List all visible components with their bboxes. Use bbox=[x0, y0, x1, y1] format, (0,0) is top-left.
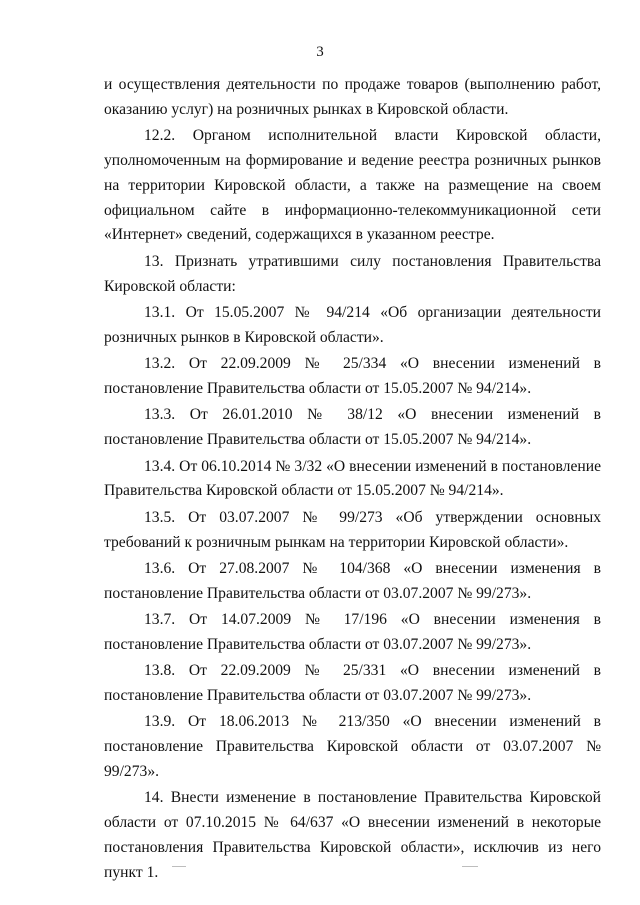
paragraph-13-2: 13.2. От 22.09.2009 № 25/334 «О внесении изменений в постановление Правительства области от 15.05.2007 № 94/214». bbox=[104, 355, 601, 397]
paragraph-13: 13. Признать утратившими силу постановления Правительства Кировской области: bbox=[104, 252, 601, 295]
paragraph-12-2: 12.2. Органом исполнительной власти Кировской области, уполномоченным на формирование и ведение реестра розничных рынков на территории Кировской области, а также на размещение на своем официальном сайте в информационно-телекоммуникационной сети «Интернет» сведений, содержащихся в указанном реестре. bbox=[104, 127, 601, 244]
paragraph-13-7: 13.7. От 14.07.2009 № 17/196 «О внесении изменения в постановление Правительства области от 03.07.2007 № 99/273». bbox=[104, 611, 601, 653]
paragraph-14: 14. Внести изменение в постановление Правительства Кировской области от 07.10.2015 № 64/637 «О внесении изменений в некоторые постановления Правительства Кировской области», исключив из него пункт 1. bbox=[104, 789, 601, 881]
document-body bbox=[104, 73, 601, 887]
paragraph-13-8: 13.8. От 22.09.2009 № 25/331 «О внесении изменений в постановление Правительства области от 03.07.2007 № 99/273». bbox=[104, 662, 601, 705]
paragraph-13-3: 13.3. От 26.01.2010 № 38/12 «О внесении изменений в постановление Правительства области от 15.05.2007 № 94/214». bbox=[104, 406, 601, 449]
paragraph-13-1: 13.1. От 15.05.2007 № 94/214 «Об организации деятельности розничных рынков в Кировской области». bbox=[104, 303, 601, 346]
paragraph-continuation: и осуществления деятельности по продаже товаров (выполнению работ, оказанию услуг) на розничных рынках в Кировской области. bbox=[104, 76, 601, 118]
page-number: 3 bbox=[316, 44, 324, 60]
paragraph-13-6: 13.6. От 27.08.2007 № 104/368 «О внесении изменения в постановление Правительства области от 03.07.2007 № 99/273». bbox=[104, 559, 601, 602]
scan-artifact-left bbox=[172, 866, 186, 867]
paragraph-13-5: 13.5. От 03.07.2007 № 99/273 «Об утверждении основных требований к розничным рынкам на территории Кировской области». bbox=[104, 508, 601, 551]
paragraph-13-9: 13.9. От 18.06.2013 № 213/350 «О внесении изменений в постановление Правительства Кировской области от 03.07.2007 № 99/273». bbox=[104, 713, 601, 781]
scan-artifact-right bbox=[462, 866, 478, 867]
paragraph-13-4: 13.4. От 06.10.2014 № 3/32 «О внесении изменений в постановление Правительства Кировской области от 15.05.2007 № 94/214». bbox=[104, 457, 601, 500]
